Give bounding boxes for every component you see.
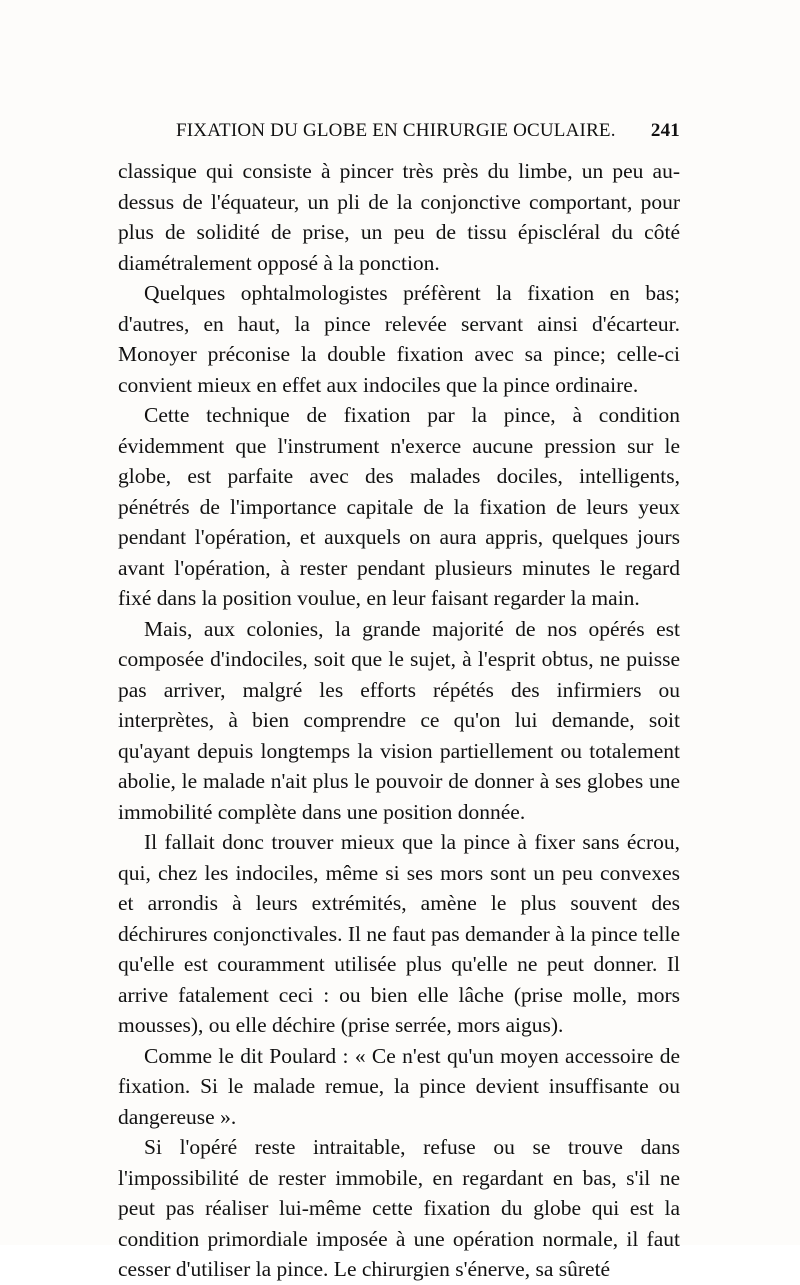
paragraph: Quelques ophtalmologistes préfèrent la fixation en bas; d'autres, en haut, la pince relevée servant ainsi d'écarteur. Monoyer préconise la double fixation avec sa pince; celle-ci convient mieux en effet aux indociles que la pince ordinaire.	[118, 281, 680, 397]
body-text	[118, 156, 680, 1285]
paragraph: Mais, aux colonies, la grande majorité de nos opérés est composée d'indociles, soit que le sujet, à l'esprit obtus, ne puisse pas arriver, malgré les efforts répétés des infirmiers ou interprètes, à bien comprendre ce qu'on lui demande, soit qu'ayant depuis longtemps la vision partiellement ou totalement abolie, le malade n'ait plus le pouvoir de donner à ses globes une immobilité complète dans une position donnée.	[118, 616, 680, 824]
paragraph: Il fallait donc trouver mieux que la pince à fixer sans écrou, qui, chez les indociles, même si ses mors sont un peu convexes et arrondis à leurs extrémités, amène le plus souvent des déchirures conjonctivales. Il ne faut pas demander à la pince telle qu'elle est couramment utilisée plus qu'elle ne peut donner. Il arrive fatalement ceci : ou bien elle lâche (prise molle, mors mousses), ou elle déchire (prise serrée, mors aigus).	[118, 830, 680, 1037]
paragraph: Comme le dit Poulard : « Ce n'est qu'un moyen accessoire de fixation. Si le malade remue, la pince devient insuffisante ou dangereuse ».	[118, 1043, 680, 1129]
page-number: 241	[650, 120, 680, 141]
paragraph: Si l'opéré reste intraitable, refuse ou se trouve dans l'impossibilité de rester immobile, en regardant en bas, s'il ne peut pas réaliser lui-même cette fixation du globe qui est la condition primordiale imposée à une opération normale, il faut cesser d'utiliser la pince. Le chirurgien s'énerve, sa sûreté	[118, 1135, 680, 1281]
paragraph: Cette technique de fixation par la pince, à condition évidemment que l'instrument n'exerce aucune pression sur le globe, est parfaite avec des malades dociles, intelligents, pénétrés de l'importance capitale de la fixation de leurs yeux pendant l'opération, et auxquels on aura appris, quelques jours avant l'opération, à rester pendant plusieurs minutes le regard fixé dans la position voulue, en leur faisant regarder la main.	[118, 403, 680, 610]
running-header	[118, 118, 680, 148]
paragraph-continued: classique qui consiste à pincer très près du limbe, un peu au-dessus de l'équateur, un pli de la conjonctive comportant, pour plus de solidité de prise, un peu de tissu épiscléral du côté diamétralement opposé à la ponction.	[118, 159, 680, 275]
running-title: FIXATION DU GLOBE EN CHIRURGIE OCULAIRE.	[176, 120, 616, 141]
